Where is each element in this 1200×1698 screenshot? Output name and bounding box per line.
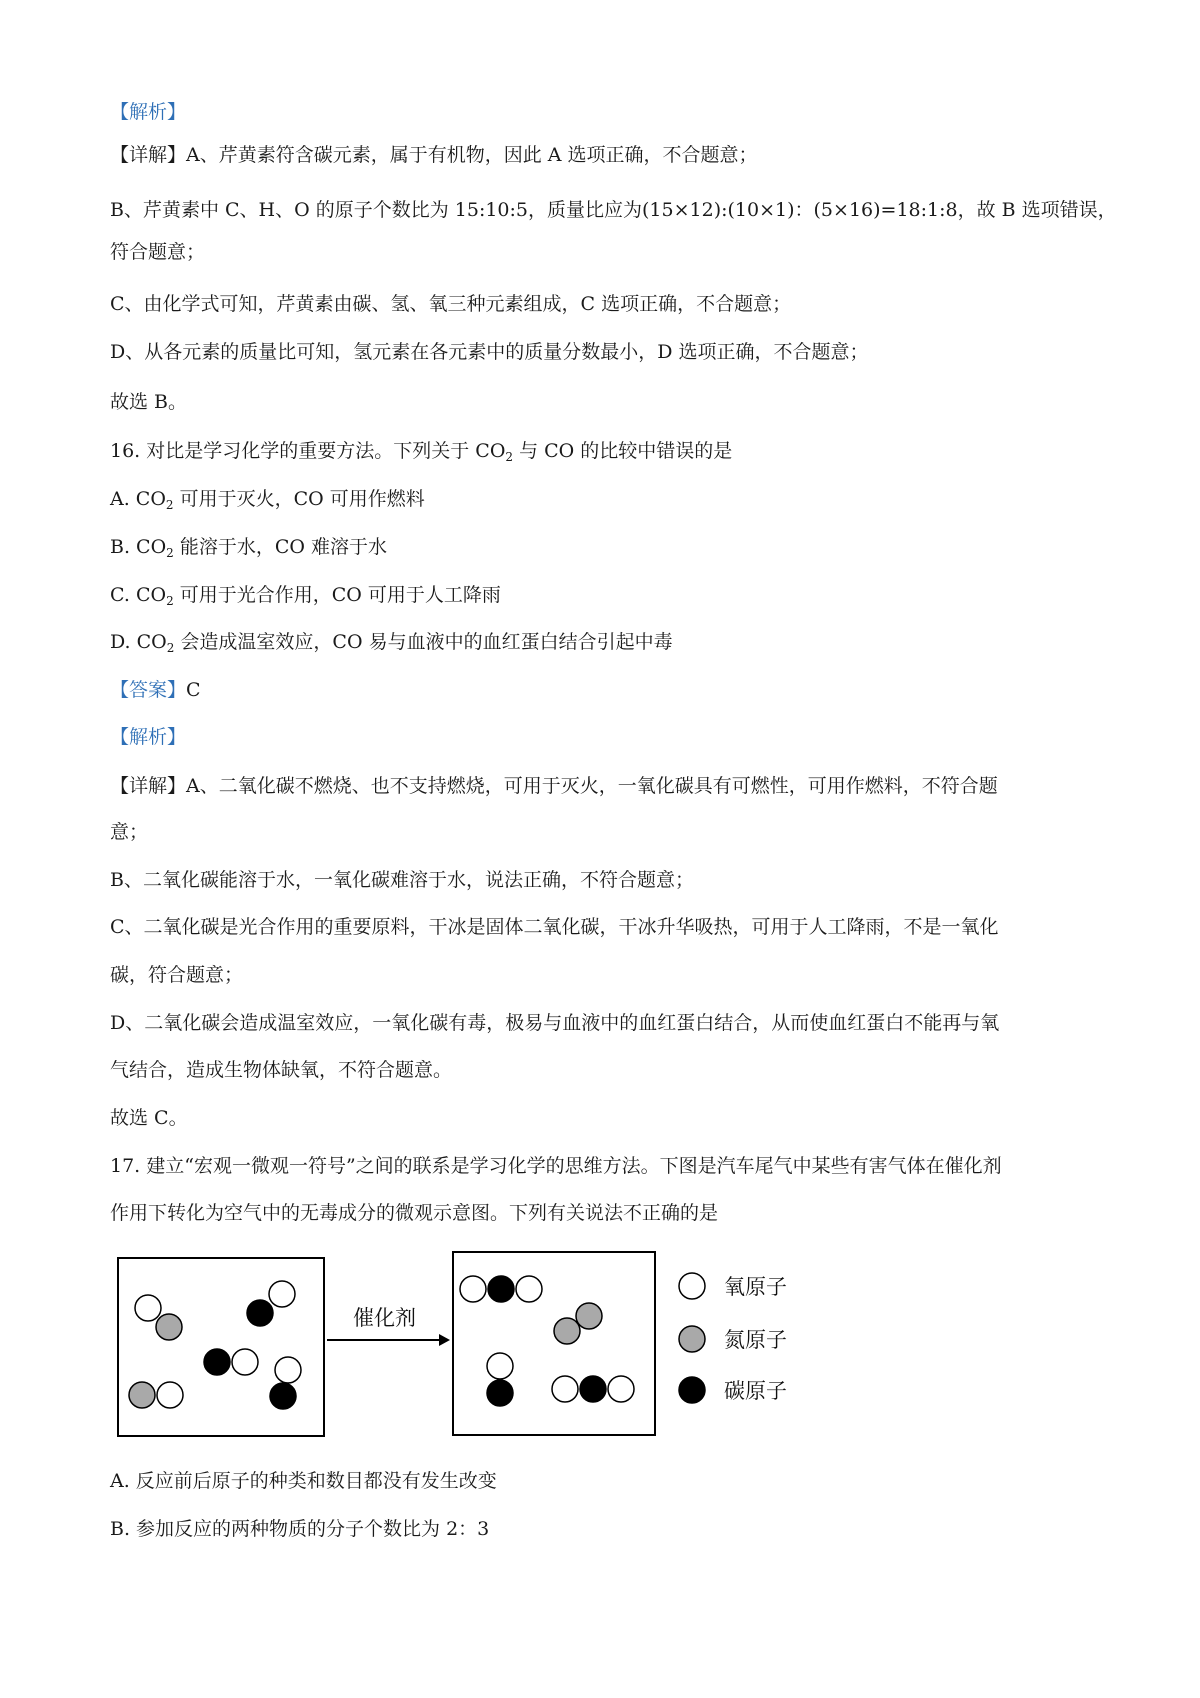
legend-oxygen-label: 氧原子: [724, 1275, 787, 1299]
option-text: 能溶于水，CO 难溶于水: [173, 536, 387, 558]
detail-line-c: C、由化学式可知，芹黄素由碳、氢、氧三种元素组成，C 选项正确，不合题意；: [110, 293, 792, 315]
stem-text: 与 CO 的比较中错误的是: [513, 440, 733, 462]
option-b: B. 参加反应的两种物质的分子个数比为 2：3: [110, 1518, 490, 1540]
question-17-stem-1: 17. 建立“宏观一微观一符号”之间的联系是学习化学的思维方法。下图是汽车尾气中某些有害气体在催化剂: [110, 1155, 1002, 1177]
detail-line-b: B、二氧化碳能溶于水，一氧化碳难溶于水，说法正确，不符合题意；: [110, 869, 694, 891]
subscript: 2: [166, 594, 174, 608]
after-box: [453, 1252, 655, 1435]
legend-oxygen-swatch: [679, 1273, 705, 1299]
option-text: 会造成温室效应，CO 易与血液中的血红蛋白结合引起中毒: [174, 631, 673, 653]
oxygen-atom: [552, 1376, 578, 1402]
arrow-label: 催化剂: [353, 1306, 416, 1330]
jiexi-tag: 【解析】: [110, 101, 187, 123]
detail-line-b2: 符合题意；: [110, 241, 206, 263]
detail-tag: 【详解】: [110, 775, 187, 797]
conclusion: 故选 B。: [110, 391, 188, 413]
oxygen-atom: [487, 1353, 513, 1379]
carbon-atom: [204, 1349, 230, 1375]
detail-tag: 【详解】: [110, 144, 187, 166]
legend-carbon-swatch: [679, 1377, 705, 1403]
nitrogen-atom: [156, 1314, 182, 1340]
nitrogen-atom: [576, 1303, 602, 1329]
detail-line-a2: 意；: [110, 821, 149, 843]
question-17-stem-2: 作用下转化为空气中的无毒成分的微观示意图。下列有关说法不正确的是: [110, 1202, 719, 1224]
jiexi-tag: 【解析】: [110, 726, 187, 748]
carbon-atom: [488, 1276, 514, 1302]
oxygen-atom: [135, 1295, 161, 1321]
carbon-atom: [580, 1376, 606, 1402]
subscript: 2: [166, 546, 174, 560]
detail-line-d: D、从各元素的质量比可知，氢元素在各元素中的质量分数最小，D 选项正确，不合题意；: [110, 341, 869, 363]
subscript: 2: [166, 641, 175, 655]
answer-value: C: [186, 679, 201, 701]
carbon-atom: [487, 1380, 513, 1406]
legend-carbon-label: 碳原子: [724, 1379, 787, 1403]
option-text: A. CO: [110, 488, 166, 510]
detail-line-d2: 气结合，造成生物体缺氧，不符合题意。: [110, 1059, 453, 1081]
oxygen-atom: [157, 1382, 183, 1408]
detail-line-c2: 碳，符合题意；: [110, 964, 244, 986]
subscript: 2: [165, 498, 174, 512]
stem-text: 16. 对比是学习化学的重要方法。下列关于 CO: [110, 440, 506, 462]
oxygen-atom: [269, 1281, 295, 1307]
legend-nitrogen-swatch: [679, 1326, 705, 1352]
detail-line-b: B、芹黄素中 C、H、O 的原子个数比为 15:10:5，质量比应为(15×12):(10×1)：(5×16)=18:1:8，故 B 选项错误，: [110, 199, 1117, 221]
oxygen-atom: [232, 1349, 258, 1375]
oxygen-atom: [460, 1276, 486, 1302]
option-a: A. 反应前后原子的种类和数目都没有发生改变: [110, 1470, 497, 1492]
nitrogen-atom: [554, 1318, 580, 1344]
oxygen-atom: [516, 1276, 542, 1302]
oxygen-atom: [608, 1376, 634, 1402]
conclusion: 故选 C。: [110, 1107, 188, 1129]
detail-text: A、二氧化碳不燃烧、也不支持燃烧，可用于灭火，一氧化碳具有可燃性，可用作燃料，不符合题: [186, 775, 998, 797]
option-text: B. CO: [110, 536, 167, 558]
detail-text: A、芹黄素符含碳元素，属于有机物，因此 A 选项正确，不合题意；: [186, 144, 758, 166]
detail-line-c: C、二氧化碳是光合作用的重要原料，干冰是固体二氧化碳，干冰升华吸热，可用于人工降雨，不是一氧化: [110, 916, 999, 938]
option-text: C. CO: [110, 584, 167, 606]
option-text: 可用于光合作用，CO 可用于人工降雨: [173, 584, 501, 606]
carbon-atom: [270, 1383, 296, 1409]
subscript: 2: [505, 450, 514, 464]
legend-nitrogen-label: 氮原子: [724, 1328, 787, 1352]
answer-tag: 【答案】: [110, 679, 187, 701]
detail-line-d: D、二氧化碳会造成温室效应，一氧化碳有毒，极易与血液中的血红蛋白结合，从而使血红蛋白不能再与氧: [110, 1012, 1000, 1034]
oxygen-atom: [275, 1357, 301, 1383]
arrow-head: [439, 1334, 450, 1346]
option-text: 可用于灭火，CO 可用作燃料: [173, 488, 425, 510]
option-text: D. CO: [110, 631, 167, 653]
nitrogen-atom: [129, 1382, 155, 1408]
carbon-atom: [247, 1300, 273, 1326]
before-box: [118, 1258, 324, 1436]
